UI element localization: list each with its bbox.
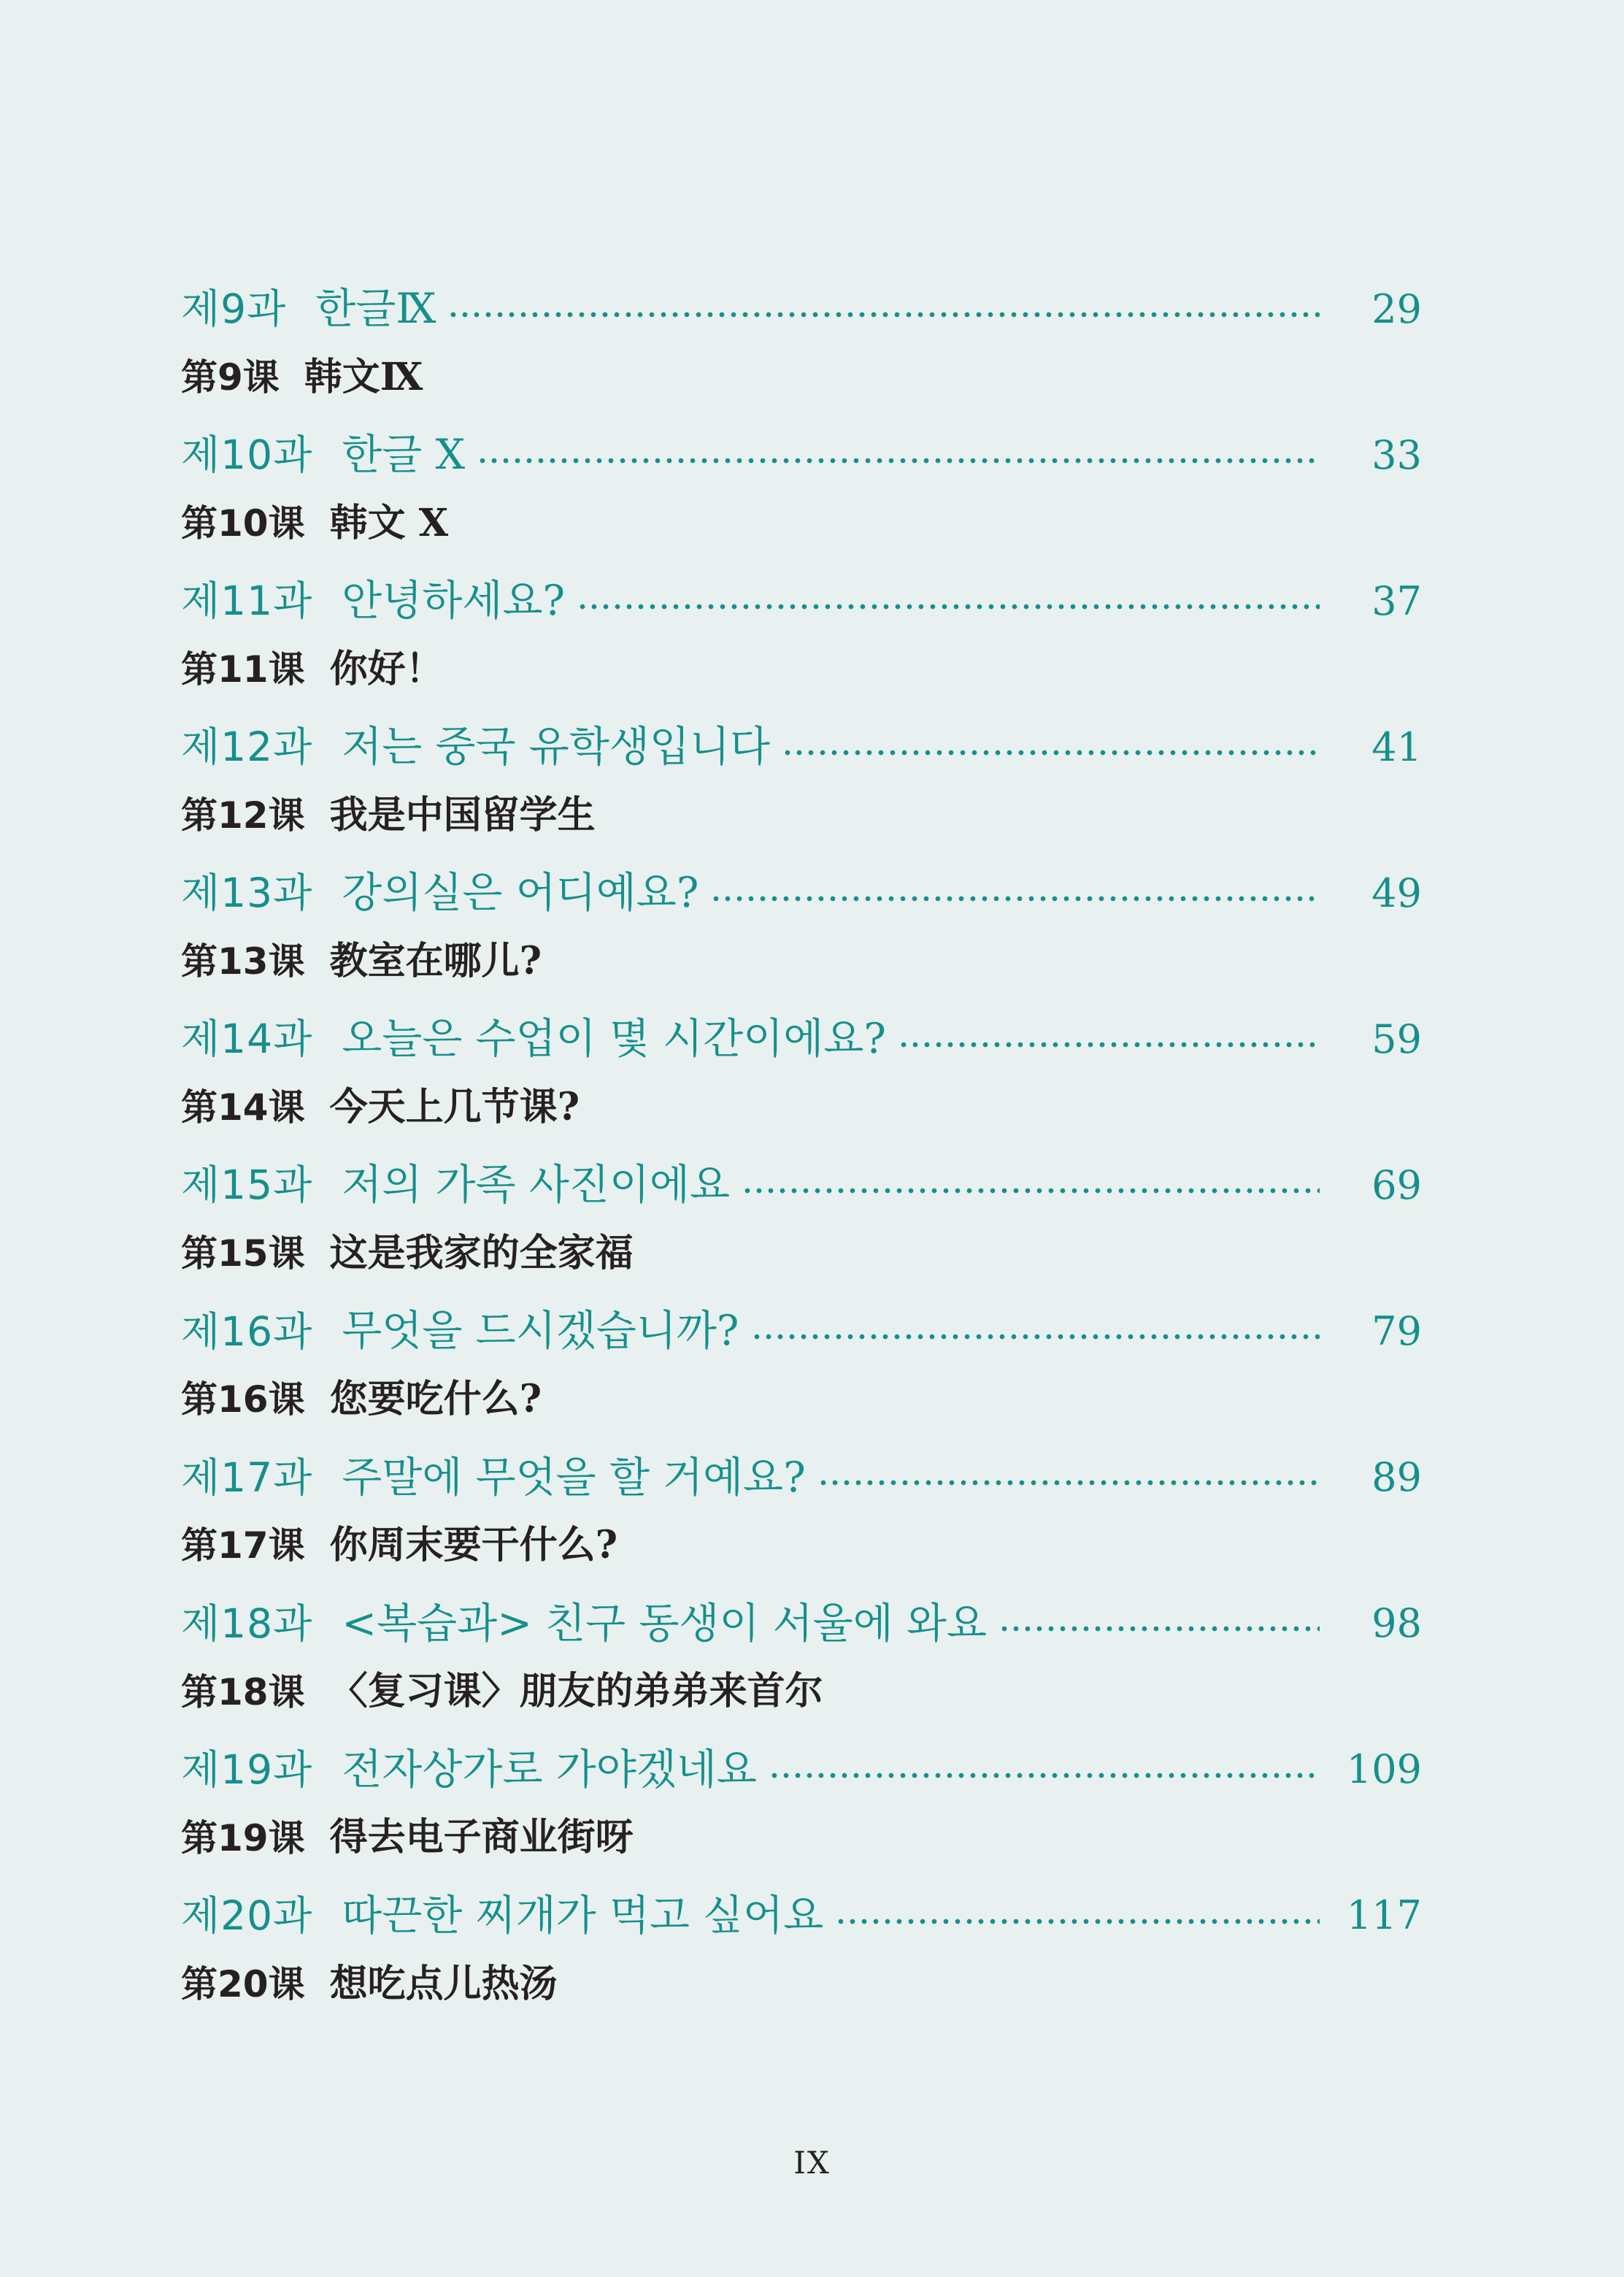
toc-entry-korean-row	[181, 578, 1422, 625]
dot-leader	[898, 1041, 1320, 1048]
toc-entry-chinese-row	[181, 1378, 1422, 1421]
toc-entry-chinese-row	[181, 794, 1422, 837]
toc-entry-chinese-row	[181, 1232, 1422, 1275]
toc-entry-chinese-row	[181, 502, 1422, 545]
toc-entry	[181, 1162, 1422, 1275]
dot-leader	[769, 1772, 1320, 1779]
toc-entry-korean-row	[181, 1016, 1422, 1063]
lesson-title-chinese: 今天上几节课?	[329, 1085, 580, 1130]
lesson-number-korean: 제18과	[181, 1600, 313, 1647]
dot-leader	[577, 603, 1320, 610]
toc-entry-chinese-row	[181, 1670, 1422, 1713]
toc-entry	[181, 1601, 1422, 1713]
lesson-number-korean: 제10과	[181, 431, 313, 479]
page-number: 49	[1371, 869, 1422, 916]
dot-leader	[477, 457, 1320, 464]
lesson-title-chinese: 韩文 Ⅹ	[329, 500, 449, 545]
toc-entry	[181, 432, 1422, 545]
lesson-title-chinese: 得去电子商业街呀	[329, 1815, 634, 1860]
toc-list	[181, 286, 1422, 2039]
toc-entry	[181, 286, 1422, 399]
lesson-number-chinese: 第13课	[181, 940, 305, 983]
toc-entry-chinese-row	[181, 1086, 1422, 1129]
lesson-number-chinese: 第16课	[181, 1378, 305, 1421]
toc-entry-korean-row	[181, 1162, 1422, 1209]
lesson-title-chinese: 你周末要干什么?	[329, 1523, 618, 1568]
lesson-number-korean: 제9과	[181, 285, 287, 333]
lesson-number-korean: 제13과	[181, 869, 313, 917]
dot-leader	[835, 1918, 1320, 1925]
dot-leader	[710, 895, 1320, 902]
toc-entry-korean-row	[181, 432, 1422, 479]
toc-entry-korean-row	[181, 870, 1422, 917]
page-number: 33	[1371, 431, 1422, 478]
page-number: 117	[1346, 1892, 1422, 1939]
toc-entry	[181, 1455, 1422, 1567]
lesson-number-chinese: 第11课	[181, 648, 305, 691]
page-number: 29	[1371, 285, 1422, 332]
lesson-title-chinese: 想吃点儿热汤	[329, 1961, 558, 2006]
toc-entry	[181, 578, 1422, 691]
page-number: 79	[1371, 1308, 1422, 1355]
toc-entry	[181, 870, 1422, 983]
page-footer	[0, 2145, 1624, 2181]
lesson-title-chinese: 〈复习课〉朋友的弟弟来首尔	[329, 1669, 823, 1714]
dot-leader	[447, 311, 1320, 318]
page-number: 109	[1346, 1746, 1422, 1793]
lesson-number-chinese: 第17课	[181, 1524, 305, 1567]
toc-entry	[181, 1893, 1422, 2005]
toc-entry	[181, 1747, 1422, 1859]
toc-entry-korean-row	[181, 1601, 1422, 1648]
lesson-number-korean: 제14과	[181, 1015, 313, 1063]
lesson-number-korean: 제11과	[181, 577, 313, 625]
toc-entry-chinese-row	[181, 1963, 1422, 2005]
lesson-title-chinese: 这是我家的全家福	[329, 1231, 634, 1276]
lesson-title-korean: 한글Ⅸ	[315, 285, 436, 333]
toc-entry-korean-row	[181, 1747, 1422, 1794]
page-number: 98	[1371, 1600, 1422, 1647]
lesson-title-korean: 안녕하세요?	[342, 577, 566, 626]
lesson-number-korean: 제19과	[181, 1746, 313, 1793]
lesson-title-korean: 무엇을 드시겠습니까?	[342, 1307, 739, 1356]
lesson-number-chinese: 第10课	[181, 502, 305, 545]
lesson-title-korean: 전자상가로 가야겠네요	[342, 1745, 757, 1794]
lesson-number-chinese: 第9课	[181, 356, 280, 399]
toc-entry	[181, 1016, 1422, 1129]
toc-entry-korean-row	[181, 1308, 1422, 1355]
page-number: 59	[1371, 1015, 1422, 1062]
lesson-title-chinese: 你好！	[329, 646, 444, 691]
dot-leader	[742, 1187, 1320, 1194]
page-number: 37	[1371, 577, 1422, 624]
lesson-title-korean: 주말에 무엇을 할 거예요?	[342, 1453, 806, 1502]
lesson-number-korean: 제16과	[181, 1308, 313, 1355]
lesson-number-chinese: 第15课	[181, 1232, 305, 1275]
lesson-number-korean: 제20과	[181, 1892, 313, 1939]
toc-entry-chinese-row	[181, 356, 1422, 399]
lesson-title-chinese: 您要吃什么?	[329, 1377, 542, 1422]
lesson-title-korean: 따끈한 찌개가 먹고 싶어요	[342, 1891, 824, 1940]
lesson-number-korean: 제12과	[181, 723, 313, 771]
page-number: 41	[1371, 723, 1422, 770]
lesson-title-korean: 한글 Ⅹ	[342, 431, 466, 480]
lesson-number-chinese: 第19课	[181, 1816, 305, 1859]
toc-entry	[181, 724, 1422, 837]
lesson-title-korean: 오늘은 수업이 몇 시간이에요?	[342, 1015, 886, 1064]
toc-entry-korean-row	[181, 1455, 1422, 1502]
toc-entry-chinese-row	[181, 1816, 1422, 1859]
toc-entry-korean-row	[181, 724, 1422, 771]
lesson-number-chinese: 第14课	[181, 1086, 305, 1129]
toc-entry-chinese-row	[181, 1524, 1422, 1567]
dot-leader	[751, 1333, 1320, 1340]
lesson-title-chinese: 韩文Ⅸ	[304, 354, 423, 399]
dot-leader	[782, 749, 1320, 756]
toc-entry	[181, 1308, 1422, 1421]
lesson-title-korean: 저의 가족 사진이에요	[342, 1161, 731, 1210]
lesson-number-korean: 제15과	[181, 1161, 313, 1209]
lesson-title-korean: <복습과> 친구 동생이 서울에 와요	[342, 1599, 988, 1648]
dot-leader	[998, 1625, 1320, 1632]
lesson-number-chinese: 第18课	[181, 1670, 305, 1713]
page-number: 89	[1371, 1454, 1422, 1501]
lesson-title-korean: 저는 중국 유학생입니다	[342, 723, 771, 772]
toc-entry-chinese-row	[181, 940, 1422, 983]
lesson-number-chinese: 第12课	[181, 794, 305, 837]
lesson-title-chinese: 教室在哪儿?	[329, 939, 542, 984]
lesson-title-chinese: 我是中国留学生	[329, 793, 596, 838]
lesson-number-chinese: 第20课	[181, 1962, 305, 2005]
toc-entry-korean-row	[181, 1893, 1422, 1940]
toc-entry-korean-row	[181, 286, 1422, 333]
dot-leader	[817, 1479, 1320, 1486]
folio-page-number: IX	[793, 2145, 831, 2181]
page-number: 69	[1371, 1162, 1422, 1209]
lesson-number-korean: 제17과	[181, 1454, 313, 1501]
toc-entry-chinese-row	[181, 648, 1422, 691]
lesson-title-korean: 강의실은 어디예요?	[342, 869, 699, 918]
